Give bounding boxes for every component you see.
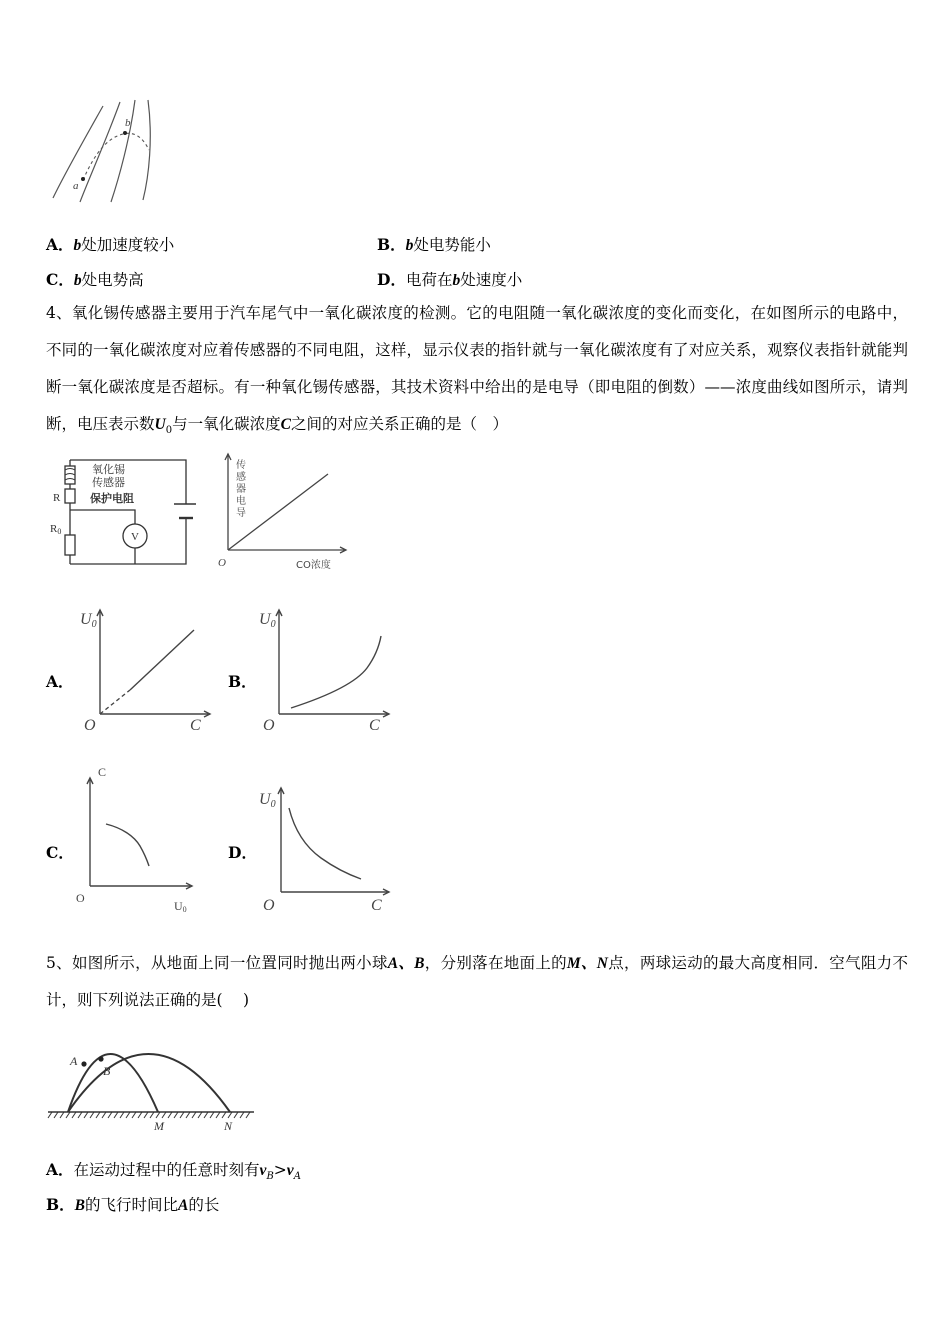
protection-resistor-label: 保护电阻	[90, 492, 134, 505]
q4-option-d-graph	[255, 782, 395, 917]
svg-text:O: O	[263, 717, 275, 734]
svg-text:C: C	[190, 717, 201, 734]
ball-b-label: B	[103, 1064, 111, 1078]
q4-conductance-graph	[212, 450, 352, 574]
graph-origin: O	[218, 557, 226, 569]
svg-text:O: O	[263, 897, 275, 914]
field-line-2	[80, 102, 120, 202]
q4-option-b-graph	[255, 602, 395, 737]
svg-text:O: O	[76, 891, 85, 905]
svg-text:电: 电	[236, 496, 246, 507]
q3-field-lines-figure	[45, 98, 165, 210]
protection-resistor	[65, 489, 75, 503]
svg-text:C: C	[371, 897, 382, 914]
q3-option-a[interactable]: A．b处加速度较小	[46, 235, 175, 254]
point-b-label: b	[125, 117, 131, 129]
trajectory-dashed	[83, 133, 149, 180]
r-label: R	[53, 492, 61, 504]
q4-stem: 4、氧化锡传感器主要用于汽车尾气中一氧化碳浓度的检测。它的电阻随一氧化碳浓度的变化而变化，在如图所示的电路中，不同的一氧化碳浓度对应着传感器的不同电阻，这样，显示仪表的指针就与一氧化碳浓度有了对应关系，观察仪表指针就能判断一氧化碳浓度是否超标。有一种氧化锡传感器，其技术资料中给出的是电导（即电阻的倒数）——浓度曲线如图所示，请判断，电压表示数$U_0$与一氧化碳浓度C之间的对应关系正确的是（ ）	[46, 304, 908, 437]
point-n-label: N	[224, 1119, 233, 1133]
svg-text:U0: U0	[80, 611, 97, 630]
svg-text:感: 感	[236, 472, 246, 483]
q3-option-b[interactable]: B．b处电势能小	[377, 235, 491, 254]
q4-option-d-label[interactable]: D．	[228, 843, 257, 862]
q4-circuit-diagram	[46, 452, 196, 572]
svg-text:传: 传	[236, 460, 246, 471]
graph-xlabel: CO浓度	[296, 560, 331, 571]
q4-option-b-label[interactable]: B．	[228, 672, 257, 691]
point-m-label: M	[154, 1119, 164, 1133]
ball-b	[98, 1056, 103, 1061]
voltmeter-label: V	[131, 531, 139, 543]
svg-text:导: 导	[236, 508, 246, 519]
svg-text:U0: U0	[259, 611, 276, 630]
ball-a	[81, 1061, 86, 1066]
field-line-4	[143, 100, 150, 200]
svg-text:C: C	[98, 765, 107, 779]
q4-option-a-graph	[76, 602, 216, 737]
svg-text:C: C	[369, 717, 380, 734]
trajectory-a	[68, 1054, 158, 1112]
sensor-label-line2: 传感器	[92, 476, 125, 489]
svg-text:U0: U0	[259, 791, 276, 810]
q5-stem: 5、如图所示，从地面上同一位置同时抛出两小球A、B，分别落在地面上的M、N点，两球运动的最大高度相同．空气阻力不计，则下列说法正确的是( )	[46, 954, 908, 1009]
q3-option-d[interactable]: D．电荷在b处速度小	[377, 270, 523, 289]
point-a-dot	[81, 177, 85, 181]
r0-label: R0	[50, 523, 62, 536]
point-a-label: a	[73, 180, 79, 192]
svg-text:器: 器	[236, 484, 246, 495]
q4-option-a-label[interactable]: A．	[46, 672, 74, 691]
q5-projectile-figure	[46, 1024, 256, 1136]
q4-option-c-graph	[72, 758, 202, 918]
q5-option-b[interactable]: B．B的飞行时间比A的长	[46, 1195, 220, 1214]
q5-option-a[interactable]: A．在运动过程中的任意时刻有$v_B>v_A$	[46, 1160, 301, 1183]
svg-text:U0: U0	[174, 899, 187, 914]
svg-text:O: O	[84, 717, 96, 734]
sensor-label-line1: 氧化锡	[92, 463, 125, 476]
r0-resistor	[65, 535, 75, 555]
q3-option-c[interactable]: C．b处电势高	[46, 270, 144, 289]
ball-a-label: A	[70, 1054, 78, 1068]
point-b-dot	[123, 131, 127, 135]
q4-option-c-label[interactable]: C．	[46, 843, 74, 862]
